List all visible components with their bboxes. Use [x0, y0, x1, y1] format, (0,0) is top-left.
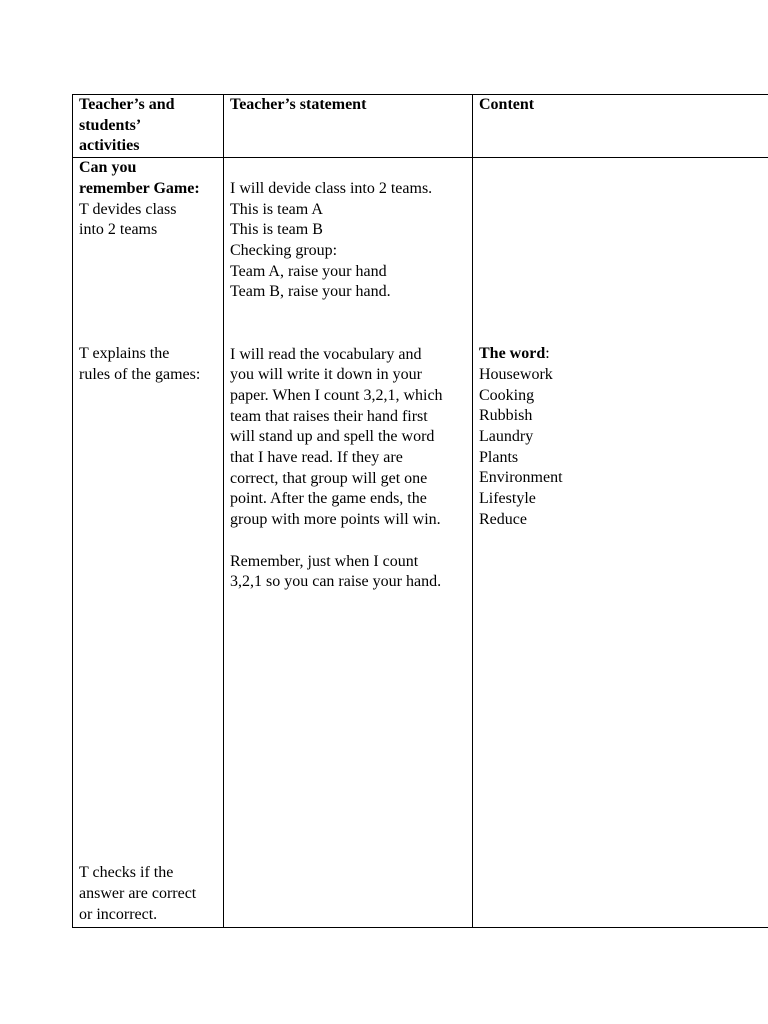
remember-statement-block	[230, 552, 466, 593]
game-intro-block	[79, 158, 217, 241]
header-activities-line: students’	[79, 116, 142, 134]
game-title-line: Can you	[79, 159, 137, 177]
statement-line: paper. When I count 3,2,1, which	[230, 386, 443, 404]
explain-activity-line: rules of the games:	[79, 365, 201, 383]
content-cell	[473, 158, 768, 928]
statement-line: will stand up and spell the word	[230, 428, 435, 446]
check-answers-block	[79, 863, 217, 925]
header-statement-cell	[224, 95, 473, 158]
statement-line: correct, that group will get one	[230, 469, 428, 487]
statement-line: This is team A	[230, 200, 323, 218]
statement-line: Team A, raise your hand	[230, 262, 387, 280]
vocabulary-word: Environment	[479, 469, 563, 487]
rules-statement-block	[230, 345, 466, 531]
header-activities-cell	[73, 95, 224, 158]
vocabulary-word: Cooking	[479, 386, 535, 404]
check-activity-line: T checks if the	[79, 864, 174, 882]
header-activities-line: activities	[79, 137, 140, 155]
header-activities-line: Teacher’s and	[79, 96, 175, 113]
statement-line: This is team B	[230, 221, 323, 239]
statement-line: 3,2,1 so you can raise your hand.	[230, 573, 442, 591]
table-header-row	[73, 95, 768, 158]
statement-line: you will write it down in your	[230, 366, 422, 384]
vocabulary-word: Plants	[479, 448, 519, 466]
header-content-cell	[473, 95, 768, 158]
activities-cell	[73, 158, 224, 928]
check-activity-line: or incorrect.	[79, 905, 158, 923]
vocabulary-word: Lifestyle	[479, 490, 536, 508]
game-title-line: remember Game:	[79, 179, 200, 197]
statement-line: team that raises their hand first	[230, 407, 428, 425]
explain-activity-line: T explains the	[79, 344, 170, 362]
vocabulary-word: Reduce	[479, 510, 527, 528]
statement-line: that I have read. If they are	[230, 449, 403, 467]
table-body-row	[73, 158, 768, 928]
vocabulary-word: Housework	[479, 365, 553, 383]
word-colon: :	[545, 345, 550, 363]
explain-rules-block	[79, 344, 217, 385]
divide-activity-line: T devides class	[79, 200, 177, 218]
statement-line: Remember, just when I count	[230, 552, 419, 570]
check-activity-line: answer are correct	[79, 885, 197, 903]
statement-line: I will devide class into 2 teams.	[230, 179, 433, 197]
statements-cell	[224, 158, 473, 928]
word-list-title	[479, 344, 768, 365]
statement-line: Team B, raise your hand.	[230, 283, 391, 301]
teams-statement-block	[230, 179, 466, 303]
vocabulary-word: Rubbish	[479, 407, 533, 425]
vocabulary-word: Laundry	[479, 427, 534, 445]
word-list-block	[479, 344, 768, 530]
header-statement-label: Teacher’s statement	[230, 96, 367, 113]
word-label: The word	[479, 345, 546, 363]
lesson-plan-table	[72, 94, 768, 928]
statement-line: I will read the vocabulary and	[230, 345, 422, 363]
statement-line: Checking group:	[230, 241, 338, 259]
divide-activity-line: into 2 teams	[79, 221, 158, 239]
statement-line: point. After the game ends, the	[230, 490, 427, 508]
header-content-label: Content	[479, 96, 535, 113]
statement-line: group with more points will win.	[230, 511, 441, 529]
